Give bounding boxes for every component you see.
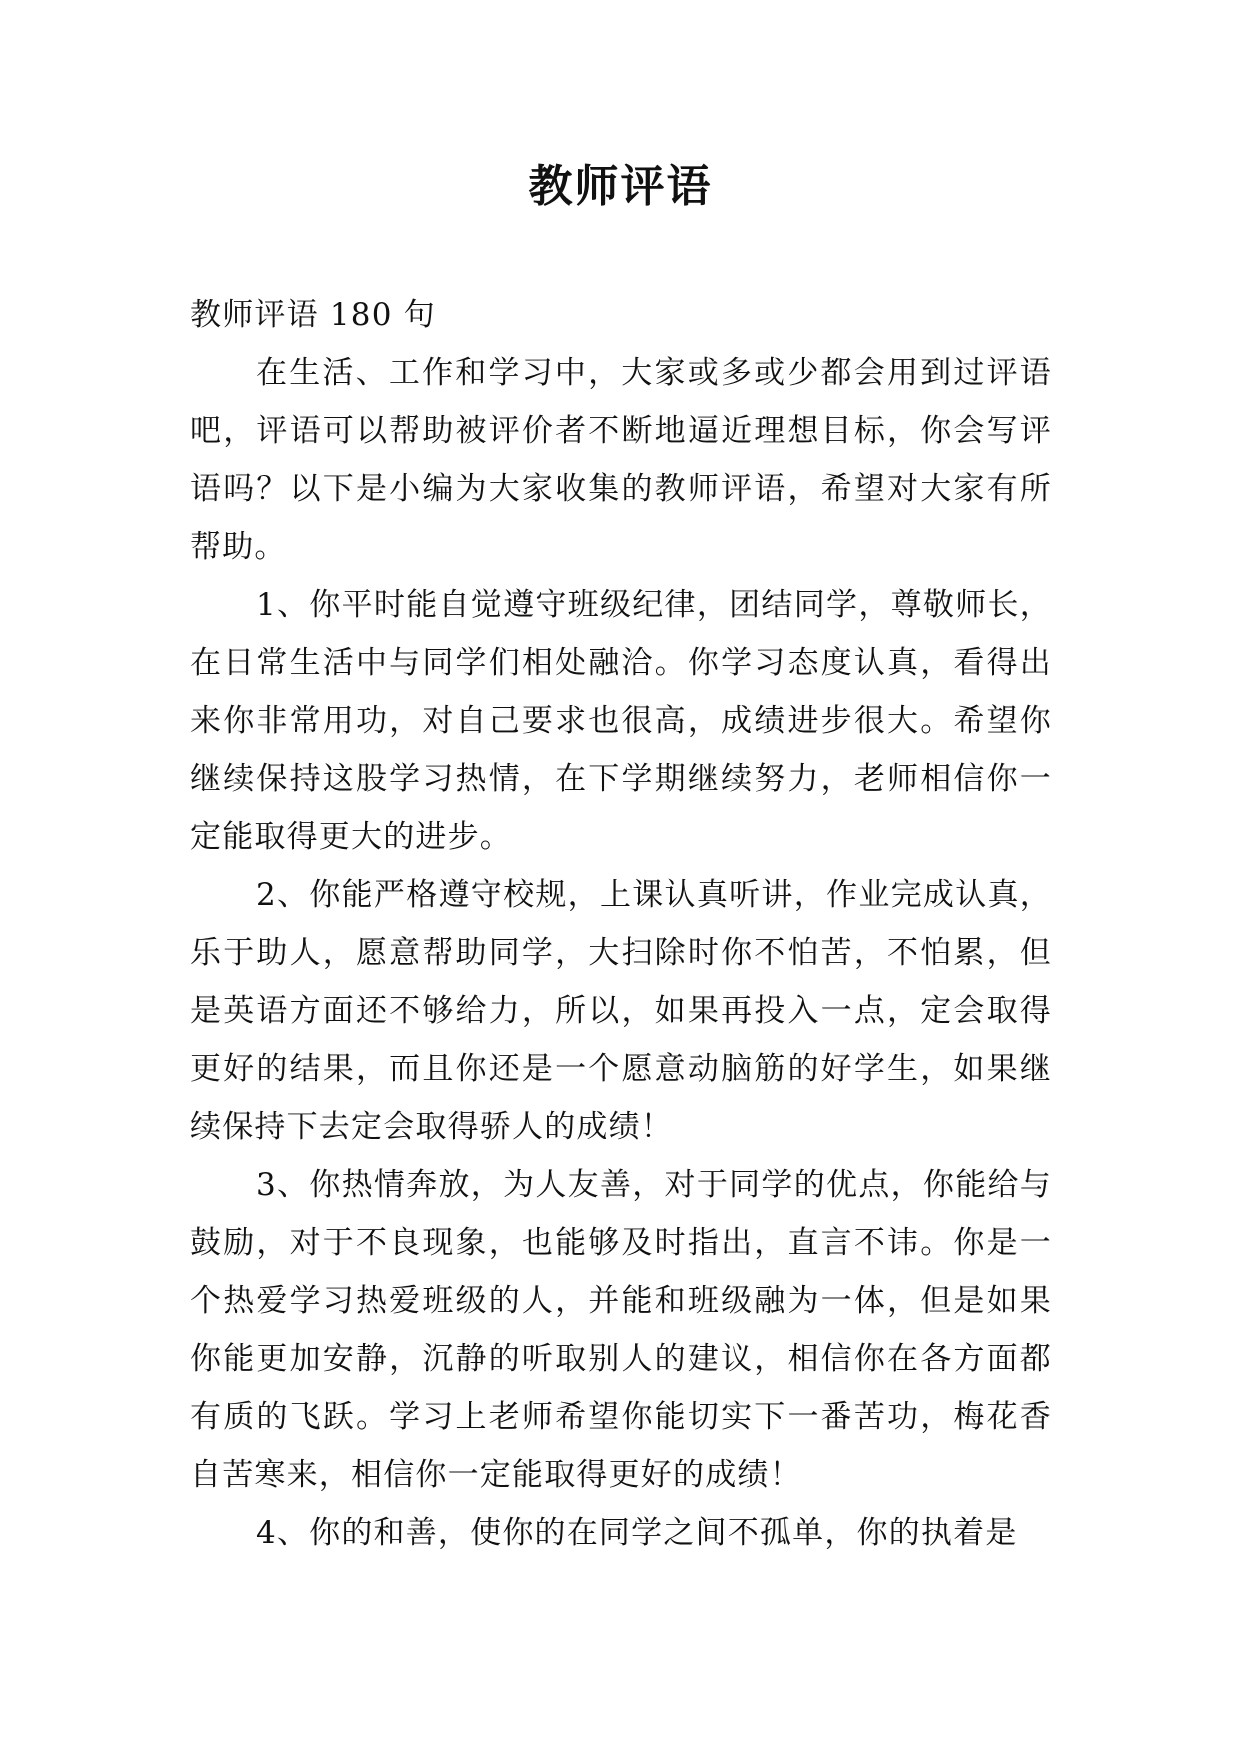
comment-paragraph-4: 4、你的和善，使你的在同学之间不孤单，你的执着是 [256,1515,1018,1551]
comment-paragraph-2: 2、你能严格遵守校规，上课认真听讲，作业完成认真，乐于助人，愿意帮助同学，大扫除时你不怕苦，不怕累，但是英语方面还不够给力，所以，如果再投入一点，定会取得更好的结果，而且你还是一个愿意动脑筋的好学生，如果继续保持下去定会取得骄人的成绩！ [190,877,1052,1145]
document-title: 教师评语 [528,161,713,212]
document-body [190,286,1052,1562]
comment-paragraph-1: 1、你平时能自觉遵守班级纪律，团结同学，尊敬师长，在日常生活中与同学们相处融洽。你学习态度认真，看得出来你非常用功，对自己要求也很高，成绩进步很大。希望你继续保持这股学习热情，在下学期继续努力，老师相信你一定能取得更大的进步。 [190,587,1052,855]
document-subtitle: 教师评语 180 句 [190,297,436,333]
comment-paragraph-3: 3、你热情奔放，为人友善，对于同学的优点，你能给与鼓励，对于不良现象，也能够及时指出，直言不讳。你是一个热爱学习热爱班级的人，并能和班级融为一体，但是如果你能更加安静，沉静的听取别人的建议，相信你在各方面都有质的飞跃。学习上老师希望你能切实下一番苦功，梅花香自苦寒来，相信你一定能取得更好的成绩！ [190,1167,1052,1493]
intro-paragraph: 在生活、工作和学习中，大家或多或少都会用到过评语吧，评语可以帮助被评价者不断地逼近理想目标，你会写评语吗？以下是小编为大家收集的教师评语，希望对大家有所帮助。 [190,355,1052,565]
